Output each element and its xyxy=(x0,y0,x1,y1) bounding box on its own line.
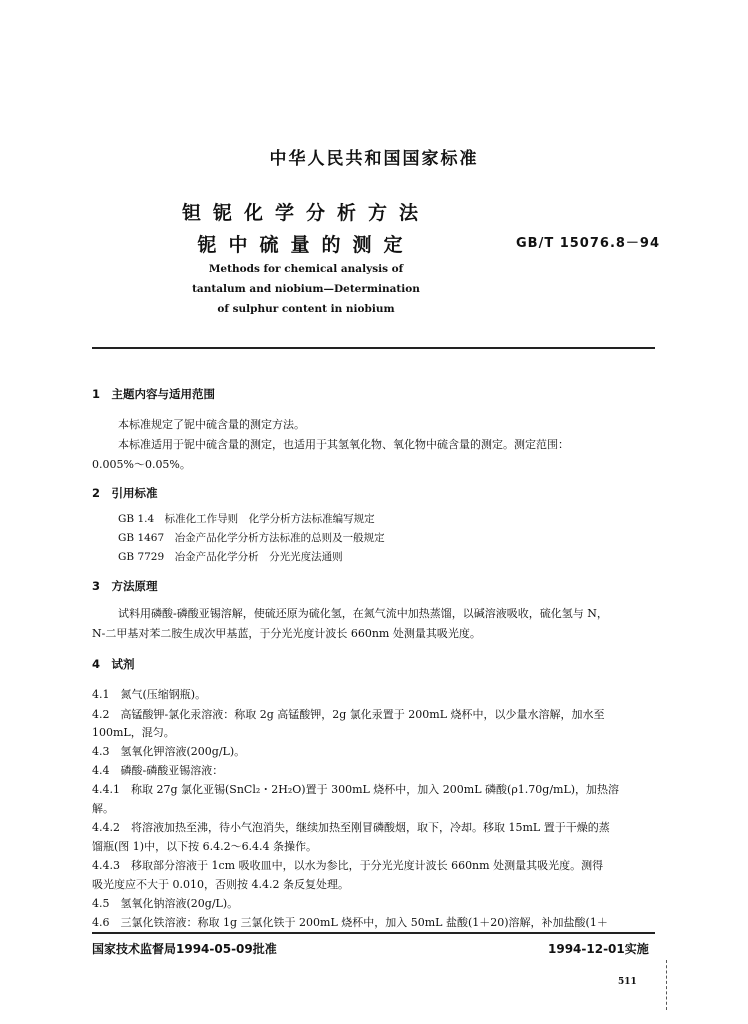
item-4-2: 4.2 高锰酸钾-氯化汞溶液：称取 2g 高锰酸钾，2g 氯化汞置于 200mL 烧杯中，以少量水溶解，加水至 xyxy=(92,708,605,721)
item-4-3: 4.3 氢氧化钾溶液(200g/L)。 xyxy=(92,745,246,758)
section-4-heading: 4 试剂 xyxy=(92,657,135,671)
item-4-4-3: 4.4.3 移取部分溶液于 1cm 吸收皿中，以水为参比，于分光光度计波长 660nm 处测量其吸光度。测得 xyxy=(92,859,604,872)
section-1-paragraph-2: 本标准适用于铌中硫含量的测定，也适用于其氢氧化物、氧化物中硫含量的测定。测定范围： xyxy=(118,438,569,451)
english-title-line-2: tantalum and niobium—Determination xyxy=(192,283,420,295)
item-4-6: 4.6 三氯化铁溶液：称取 1g 三氯化铁于 200mL 烧杯中，加入 50mL 盐酸(1＋20)溶解，补加盐酸(1＋ xyxy=(92,916,608,929)
item-4-4-1: 4.4.1 称取 27g 氯化亚锡(SnCl₂・2H₂O)置于 300mL 烧杯中，加入 200mL 磷酸(ρ1.70g/mL)，加热溶 xyxy=(92,783,620,796)
reference-gb1467: GB 1467 冶金产品化学分析方法标准的总则及一般规定 xyxy=(118,532,385,544)
item-4-4: 4.4 磷酸-磷酸亚锡溶液： xyxy=(92,764,224,777)
footer-divider xyxy=(92,932,655,934)
binding-margin-mark xyxy=(666,960,668,1010)
section-3-heading: 3 方法原理 xyxy=(92,579,158,593)
item-4-1: 4.1 氮气(压缩钢瓶)。 xyxy=(92,688,207,701)
item-4-2-cont: 100mL，混匀。 xyxy=(92,726,175,739)
item-4-5: 4.5 氢氧化钠溶液(20g/L)。 xyxy=(92,897,239,910)
item-4-4-3-cont: 吸光度应不大于 0.010，否则按 4.4.2 条反复处理。 xyxy=(92,878,349,891)
section-1-paragraph-1: 本标准规定了铌中硫含量的测定方法。 xyxy=(118,418,305,431)
item-4-4-2: 4.4.2 将溶液加热至沸，待小气泡消失，继续加热至刚冒磷酸烟，取下，冷却。移取 15mL 置于干燥的蒸 xyxy=(92,821,610,834)
page-number: 511 xyxy=(618,977,637,987)
section-1-paragraph-2-cont: 0.005%～0.05%。 xyxy=(92,458,191,471)
section-2-heading: 2 引用标准 xyxy=(92,486,158,500)
reference-gb7729: GB 7729 冶金产品化学分析 分光光度法通则 xyxy=(118,551,343,563)
approval-date: 国家技术监督局1994-05-09批准 xyxy=(92,942,277,956)
national-standard-label: 中华人民共和国国家标准 xyxy=(269,149,479,169)
item-4-4-2-cont: 馏瓶(图 1)中，以下按 6.4.2～6.4.4 条操作。 xyxy=(92,840,318,853)
title-line-1: 钽铌化学分析方法 xyxy=(181,202,430,224)
header-divider xyxy=(92,347,655,349)
reference-gb1-4: GB 1.4 标准化工作导则 化学分析方法标准编写规定 xyxy=(118,513,375,525)
item-4-4-1-cont: 解。 xyxy=(92,802,114,815)
title-line-2: 铌中硫量的测定 xyxy=(197,234,415,256)
section-3-paragraph-cont: N-二甲基对苯二胺生成次甲基蓝，于分光光度计波长 660nm 处测量其吸光度。 xyxy=(92,627,481,640)
standard-number: GB/T 15076.8－94 xyxy=(516,236,661,251)
implementation-date: 1994-12-01实施 xyxy=(548,942,649,956)
english-title-line-3: of sulphur content in niobium xyxy=(217,303,395,315)
section-3-paragraph: 试料用磷酸-磷酸亚锡溶解，使硫还原为硫化氢，在氮气流中加热蒸馏，以碱溶液吸收，硫化氢与 N， xyxy=(118,607,608,620)
english-title-line-1: Methods for chemical analysis of xyxy=(208,263,404,275)
section-1-heading: 1 主题内容与适用范围 xyxy=(92,387,216,401)
